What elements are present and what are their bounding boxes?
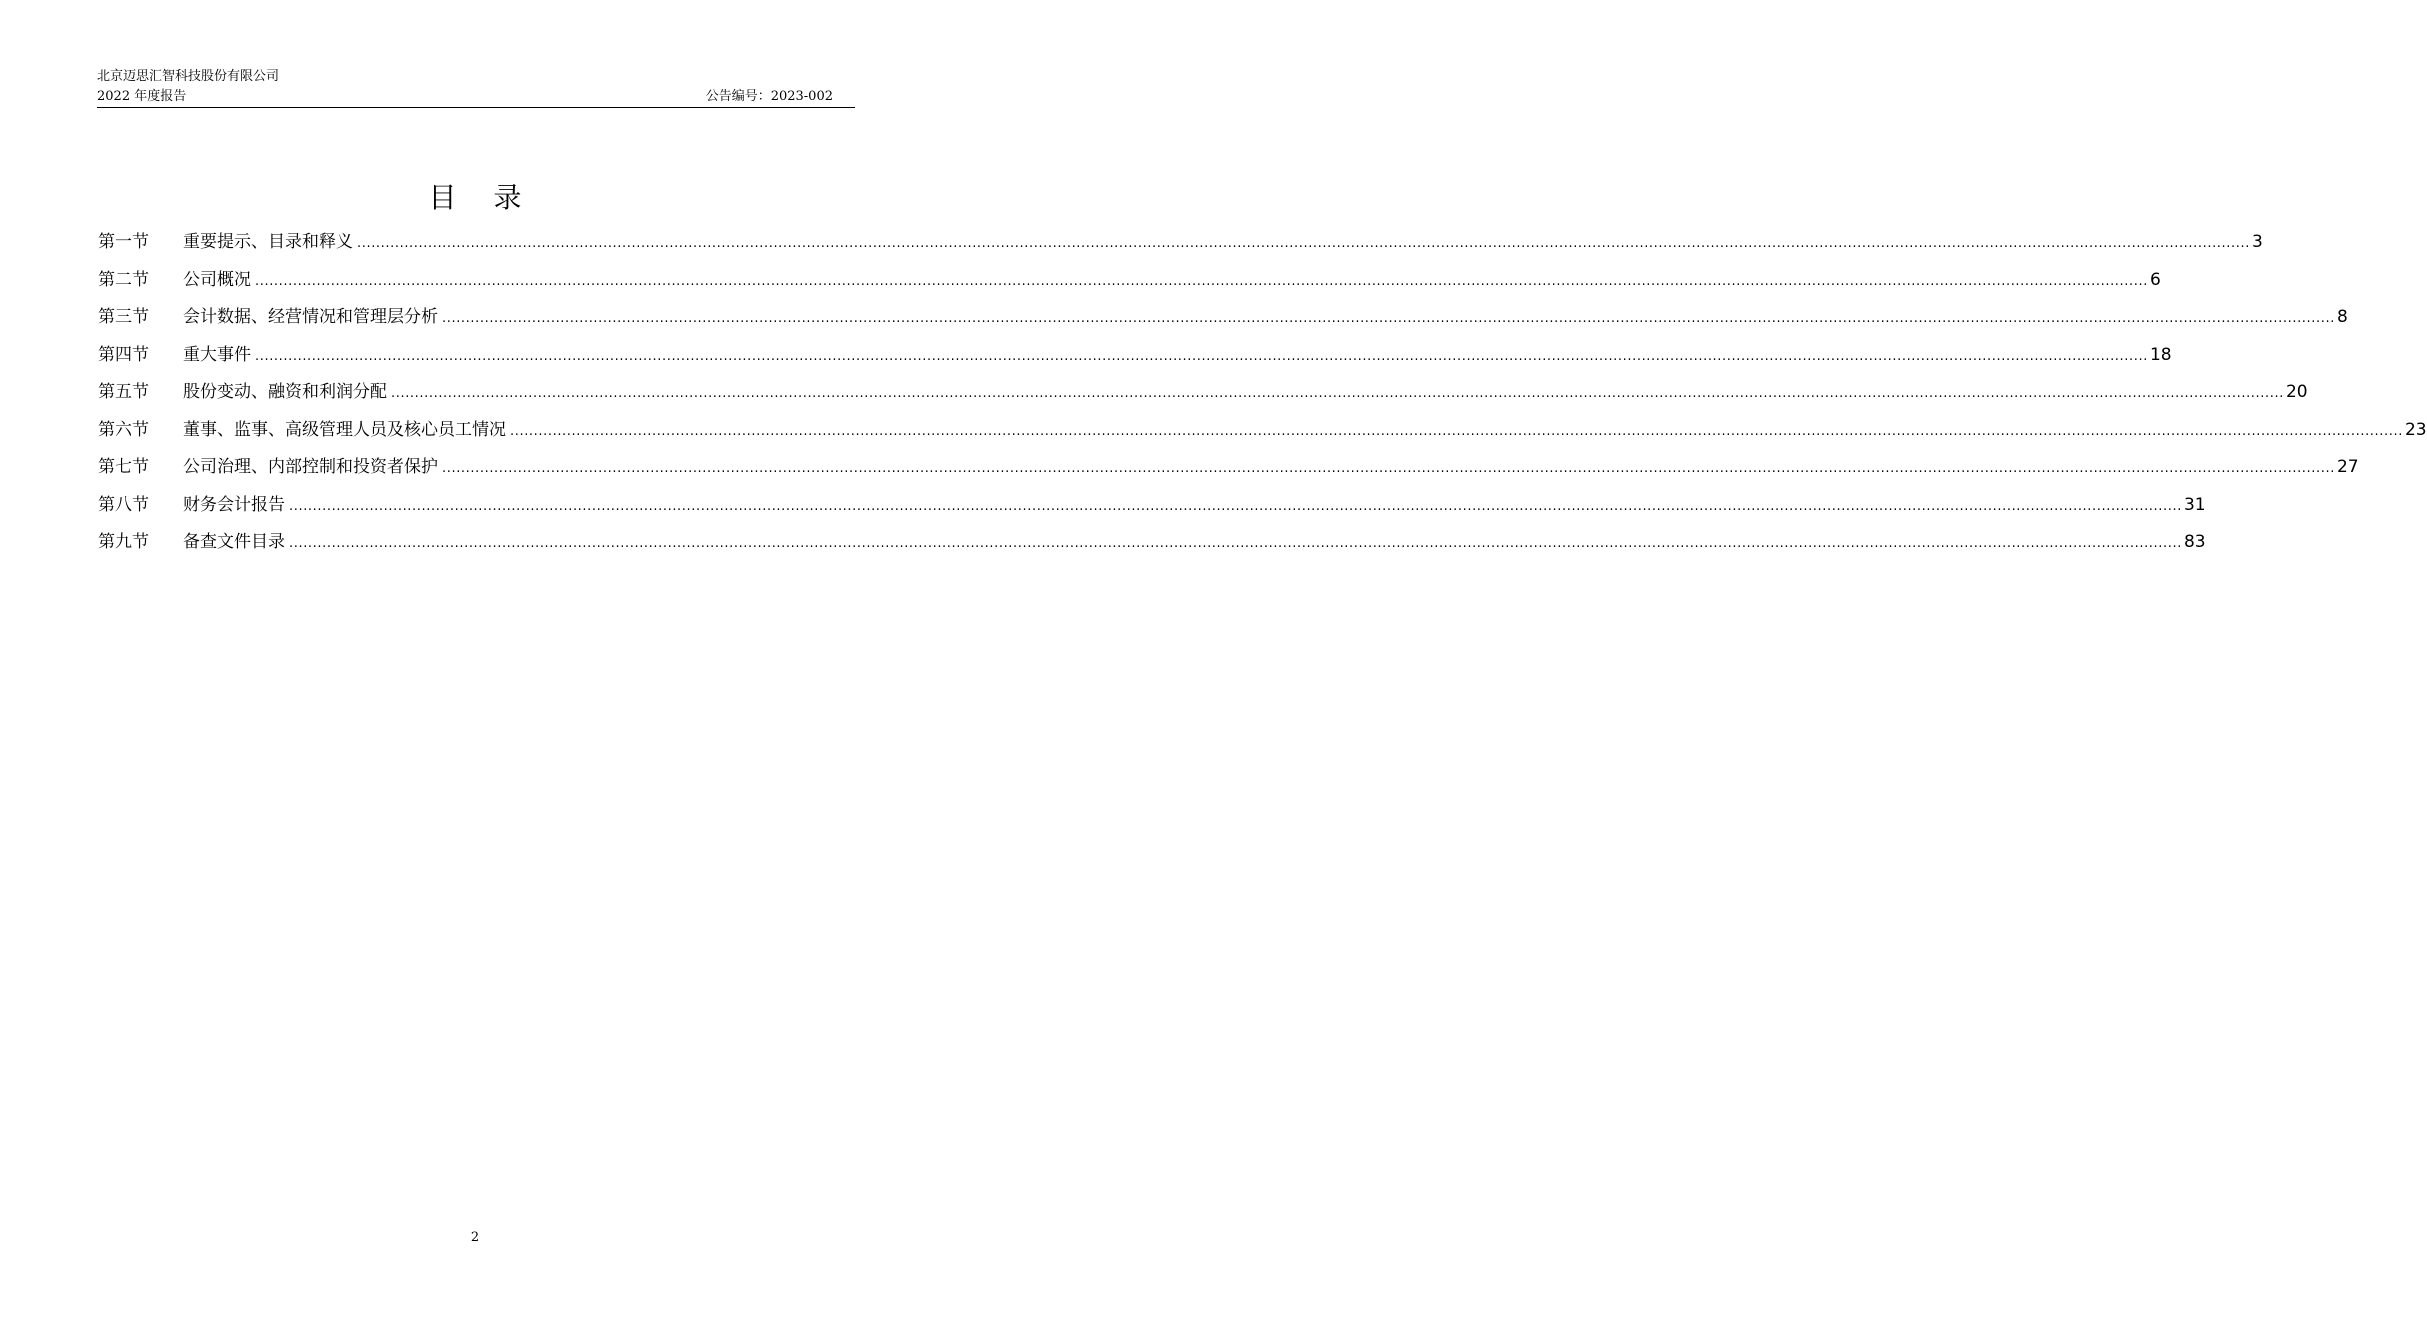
- toc-leader-dots: ................................................................................................................................................................................................................................................................................................................................................................................................................: [510, 423, 2403, 439]
- toc-section-label: 第四节: [98, 344, 149, 365]
- toc-leader-dots: ................................................................................................................................................................................................................................................................................................................................................................................................................: [442, 311, 2335, 326]
- toc-leader-dots: ................................................................................................................................................................................................................................................................................................................................................................................................................: [255, 348, 2148, 364]
- toc-entry-title: 公司概况: [183, 269, 251, 290]
- toc-section-label: 第七节: [98, 457, 149, 477]
- toc-page-number: 23: [2404, 419, 2427, 440]
- toc-section-label: 第六节: [98, 419, 149, 440]
- toc-page-number: 8: [2336, 307, 2348, 327]
- toc-entry[interactable]: [98, 416, 2427, 454]
- toc-leader-dots: ................................................................................................................................................................................................................................................................................................................................................................................................................: [255, 273, 2148, 289]
- toc-entry-title: 会计数据、经营情况和管理层分析: [183, 307, 438, 327]
- toc-section-label: 第五节: [98, 382, 149, 402]
- toc-page-number: 18: [2149, 344, 2172, 365]
- toc-page-number: 27: [2336, 457, 2359, 477]
- toc-page-number: 6: [2149, 269, 2161, 290]
- toc-section-label: 第一节: [98, 232, 149, 252]
- page-header: [97, 66, 855, 108]
- toc-entry[interactable]: [98, 491, 2206, 529]
- toc-entry[interactable]: [98, 228, 2263, 266]
- toc-page-number: 83: [2183, 532, 2206, 552]
- toc-page-number: 31: [2183, 494, 2206, 515]
- toc-entry[interactable]: [98, 341, 2172, 379]
- toc-entry-title: 财务会计报告: [183, 494, 285, 515]
- toc-entry[interactable]: [98, 453, 2359, 491]
- toc-entry[interactable]: [98, 266, 2161, 304]
- toc-section-label: 第二节: [98, 269, 149, 290]
- toc-entry-title: 董事、监事、高级管理人员及核心员工情况: [183, 419, 506, 440]
- header-company-name: 北京迈思汇智科技股份有限公司: [97, 69, 280, 84]
- toc-entry-title: 股份变动、融资和利润分配: [183, 382, 387, 402]
- toc-title: 目 录: [428, 181, 536, 214]
- toc-section-label: 第八节: [98, 494, 149, 515]
- toc-page-number: 20: [2285, 382, 2308, 402]
- header-report-name: 2022 年度报告: [97, 89, 187, 104]
- toc-entry-title: 重大事件: [183, 344, 251, 365]
- toc-entry-title: 备查文件目录: [183, 532, 285, 552]
- toc-leader-dots: ................................................................................................................................................................................................................................................................................................................................................................................................................: [289, 498, 2182, 514]
- toc-leader-dots: ................................................................................................................................................................................................................................................................................................................................................................................................................: [442, 461, 2335, 476]
- toc-list: [98, 228, 2427, 566]
- toc-leader-dots: ................................................................................................................................................................................................................................................................................................................................................................................................................: [357, 236, 2250, 251]
- toc-entry-title: 重要提示、目录和释义: [183, 232, 353, 252]
- toc-entry[interactable]: [98, 303, 2348, 341]
- toc-section-label: 第九节: [98, 532, 149, 552]
- toc-entry[interactable]: [98, 378, 2308, 416]
- toc-section-label: 第三节: [98, 307, 149, 327]
- toc-entry[interactable]: [98, 528, 2206, 566]
- page-number: 2: [470, 1230, 480, 1245]
- header-notice-number: 公告编号：2023-002: [705, 89, 833, 104]
- toc-leader-dots: ................................................................................................................................................................................................................................................................................................................................................................................................................: [289, 536, 2182, 551]
- toc-leader-dots: ................................................................................................................................................................................................................................................................................................................................................................................................................: [391, 386, 2284, 401]
- toc-page-number: 3: [2251, 232, 2263, 252]
- toc-entry-title: 公司治理、内部控制和投资者保护: [183, 457, 438, 477]
